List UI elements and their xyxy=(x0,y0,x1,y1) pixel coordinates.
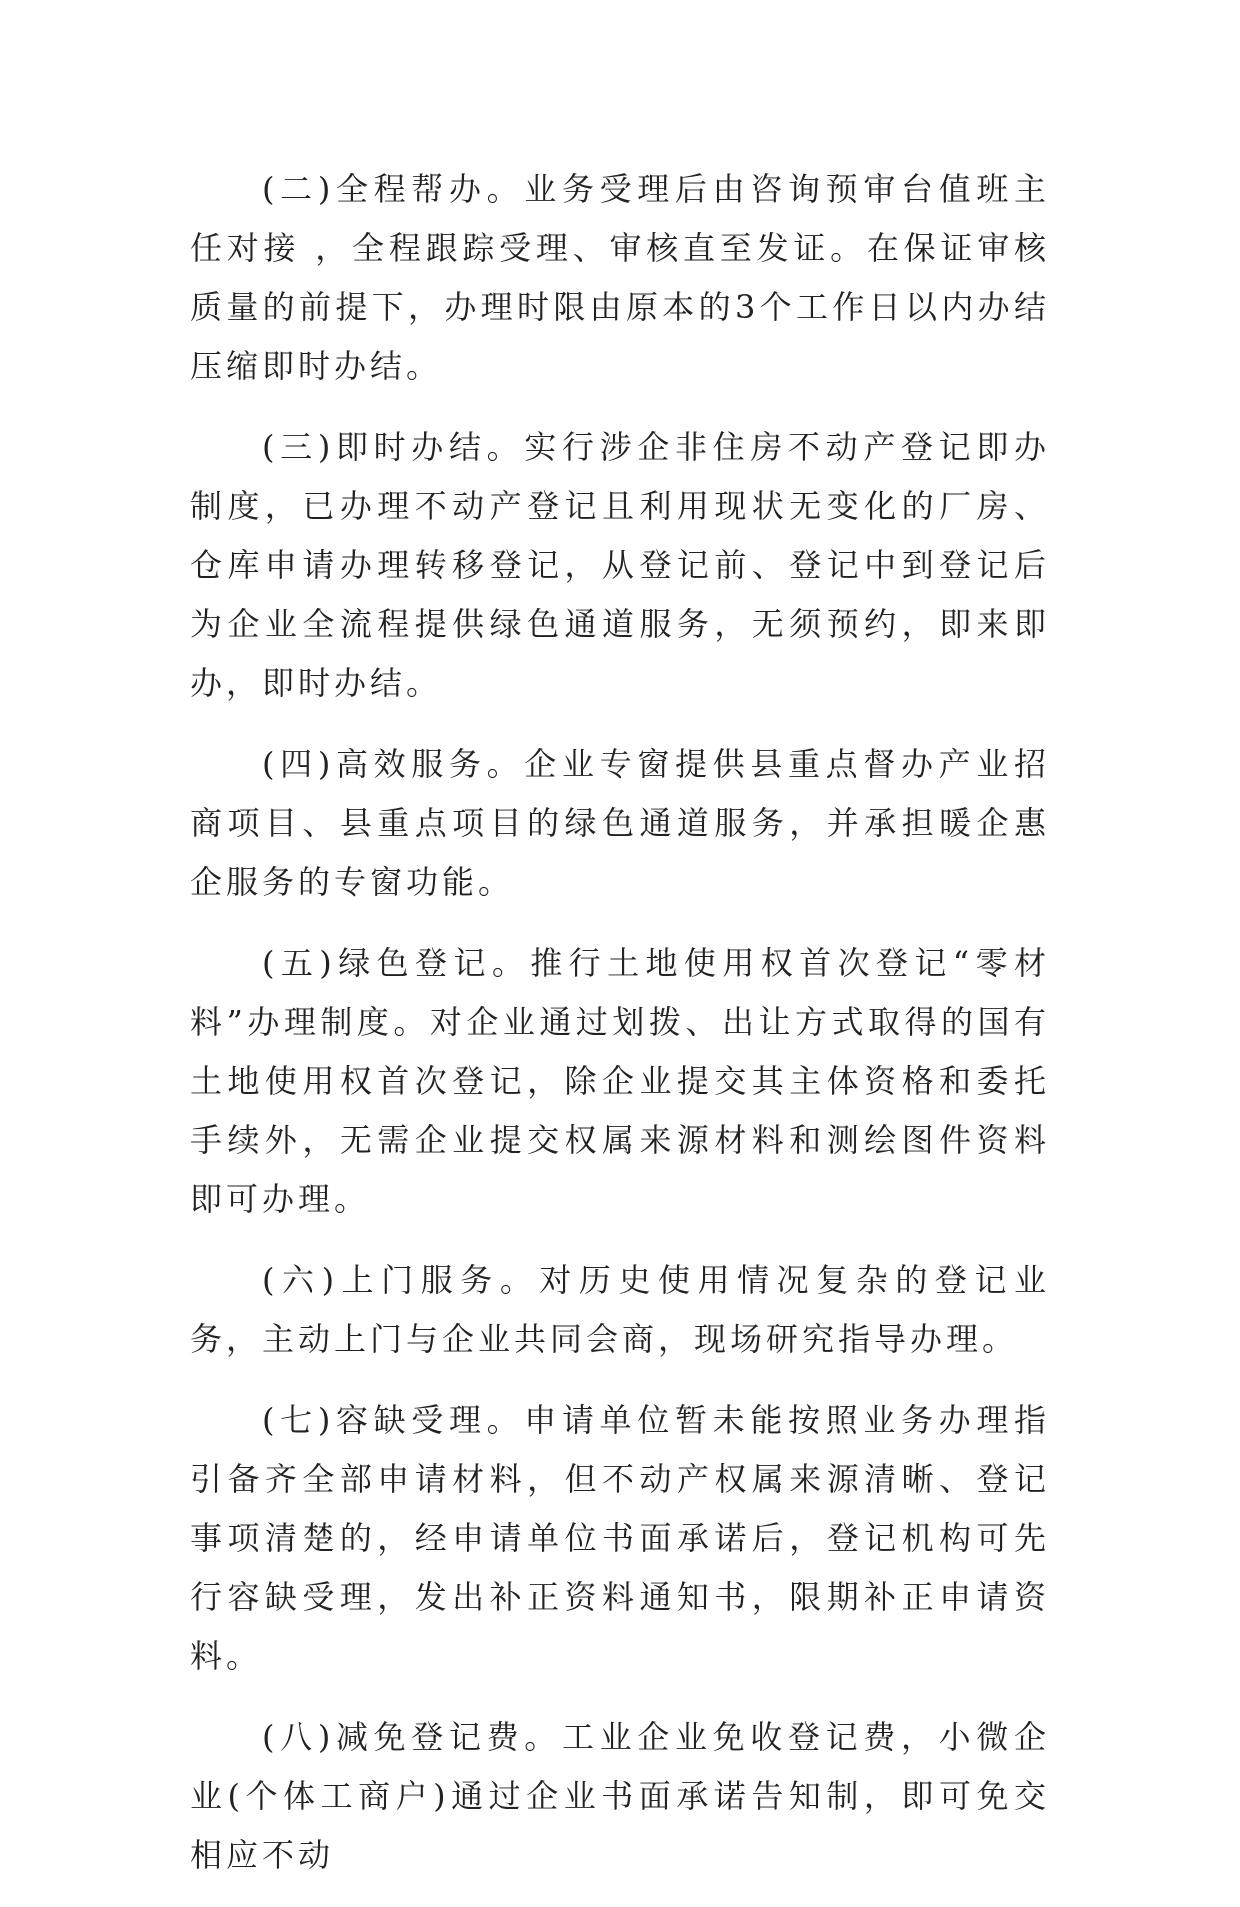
paragraph-8: (八)减免登记费。工业企业免收登记费，小微企业(个体工商户)通过企业书面承诺告知制，即可免交相应不动 xyxy=(190,1718,1050,1874)
paragraph-5: (五)绿色登记。推行土地使用权首次登记“零材料”办理制度。对企业通过划拨、出让方式取得的国有土地使用权首次登记，除企业提交其主体资格和委托手续外，无需企业提交权属来源材料和测绘图件资料即可办理。 xyxy=(190,944,1050,1218)
paragraph-3: (三)即时办结。实行涉企非住房不动产登记即办制度，已办理不动产登记且利用现状无变化的厂房、仓库申请办理转移登记，从登记前、登记中到登记后为企业全流程提供绿色通道服务，无须预约，即来即办，即时办结。 xyxy=(190,428,1050,702)
paragraph-4: (四)高效服务。企业专窗提供县重点督办产业招商项目、县重点项目的绿色通道服务，并承担暖企惠企服务的专窗功能。 xyxy=(190,745,1050,901)
paragraph-2: (二)全程帮办。业务受理后由咨询预审台值班主任对接 ，全程跟踪受理、审核直至发证。在保证审核质量的前提下，办理时限由原本的3个工作日以内办结压缩即时办结。 xyxy=(190,170,1050,385)
document-body xyxy=(190,160,1050,1907)
paragraph-6: (六)上门服务。对历史使用情况复杂的登记业务，主动上门与企业共同会商，现场研究指导办理。 xyxy=(190,1261,1050,1358)
paragraph-7: (七)容缺受理。申请单位暂未能按照业务办理指引备齐全部申请材料，但不动产权属来源清晰、登记事项清楚的，经申请单位书面承诺后，登记机构可先行容缺受理，发出补正资料通知书，限期补正申请资料。 xyxy=(190,1401,1050,1675)
